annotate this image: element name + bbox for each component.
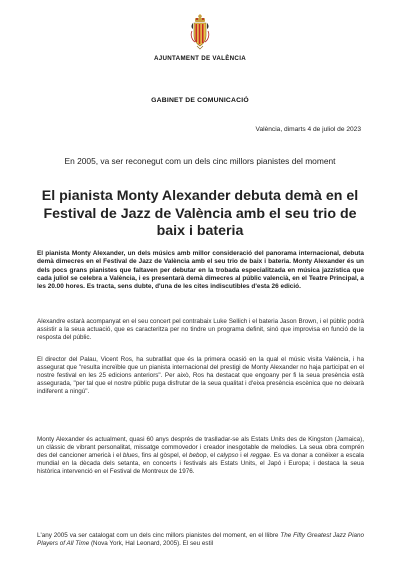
city-coat-of-arms-icon (189, 14, 211, 50)
paragraph-text: i el (238, 452, 251, 460)
paragraph-text: , el (206, 452, 217, 460)
paragraph-text: Monty Alexander és actualment, quasi 60 anys després de traslladar-se als Estats Units des de Kingston (Jamaica), un clàssic de vibrant personalitat, missatge commovedor i creador inesgotable de melodies. La seua obra comprén des del cancioner americà i el (37, 436, 364, 460)
body-paragraph-1: Alexandre estarà acompanyat en el seu concert pel contrabaix Luke Sellich i el bateria Jason Brown, i el públic podrà assistir a la seua actuació, que es caracteritza per no tindre un programa definit, sinó que improvisa en funció de la resposta del públic. (37, 318, 364, 342)
department-name: GABINET DE COMUNICACIÓ (151, 97, 249, 104)
paragraph-text: . Es va donar a conéixer a escala mundial en la dècada dels setanta, en concerts i festivals als Estats Units, el Japó i Europa; i destaca la seua històrica intervenció en el Festival de Montreux de 1976. (37, 452, 364, 476)
genre-bebop: bebop (189, 452, 207, 460)
genre-blues: blues (122, 452, 138, 460)
paragraph-text: (Nova York, Hal Leonard, 2005). El seu estil (89, 540, 214, 548)
book-title: The Fifty Greatest Jazz Piano Players of All Time (37, 532, 364, 548)
article-headline: El pianista Monty Alexander debuta demà en el Festival de Jazz de València amb el seu trio de baix i bateria (41, 188, 359, 239)
genre-calypso: calypso (216, 452, 239, 460)
article-subtitle: En 2005, va ser reconegut com un dels cinc millors pianistes del moment (64, 156, 336, 166)
paragraph-text: , fins al gòspel, el (137, 452, 190, 460)
dateline: València, dimarts 4 de juliol de 2023 (255, 126, 361, 133)
genre-reggae: reggae (250, 452, 270, 460)
paragraph-text: L'any 2005 va ser catalogat com un dels cinc millors pianistes del moment, en el llibre (37, 532, 281, 539)
body-paragraph-2: El director del Palau, Vicent Ros, ha subratllat que és la primera ocasió en la qual el músic visita València, i ha assegurat que "resulta increïble que un pianista internacional del prestigi de Monty Alexander no haja participat en el nostre festival en les 25 edicions anteriors". Per això, Ros ha destacat que engoany per fi la seua presència està assegurada, "per tal que el nostre públic puga disfrutar de la seua qualitat i d'eixa presència escènica que no deixarà indiferent a ningú". (37, 356, 364, 396)
lead-paragraph: El pianista Monty Alexander, un dels músics amb millor consideració del panorama internacional, debuta demà dimecres en el Festival de Jazz de València amb el seu trio de baix i bateria. Monty Alexander és un dels pocs grans pianistes que faltaven per debutar en la trobada especialitzada en música jazzística que cada juliol se celebra a València, i es presentarà demà dimecres al públic valencià, en el Teatre Principal, a les 20.00 hores. Es tracta, sens dubte, d'una de les cites indiscutibles d'esta 26 edició. (37, 250, 364, 291)
body-paragraph-4 (37, 532, 364, 548)
organization-name: AJUNTAMENT DE VALÈNCIA (154, 55, 246, 62)
body-paragraph-3 (37, 436, 364, 476)
